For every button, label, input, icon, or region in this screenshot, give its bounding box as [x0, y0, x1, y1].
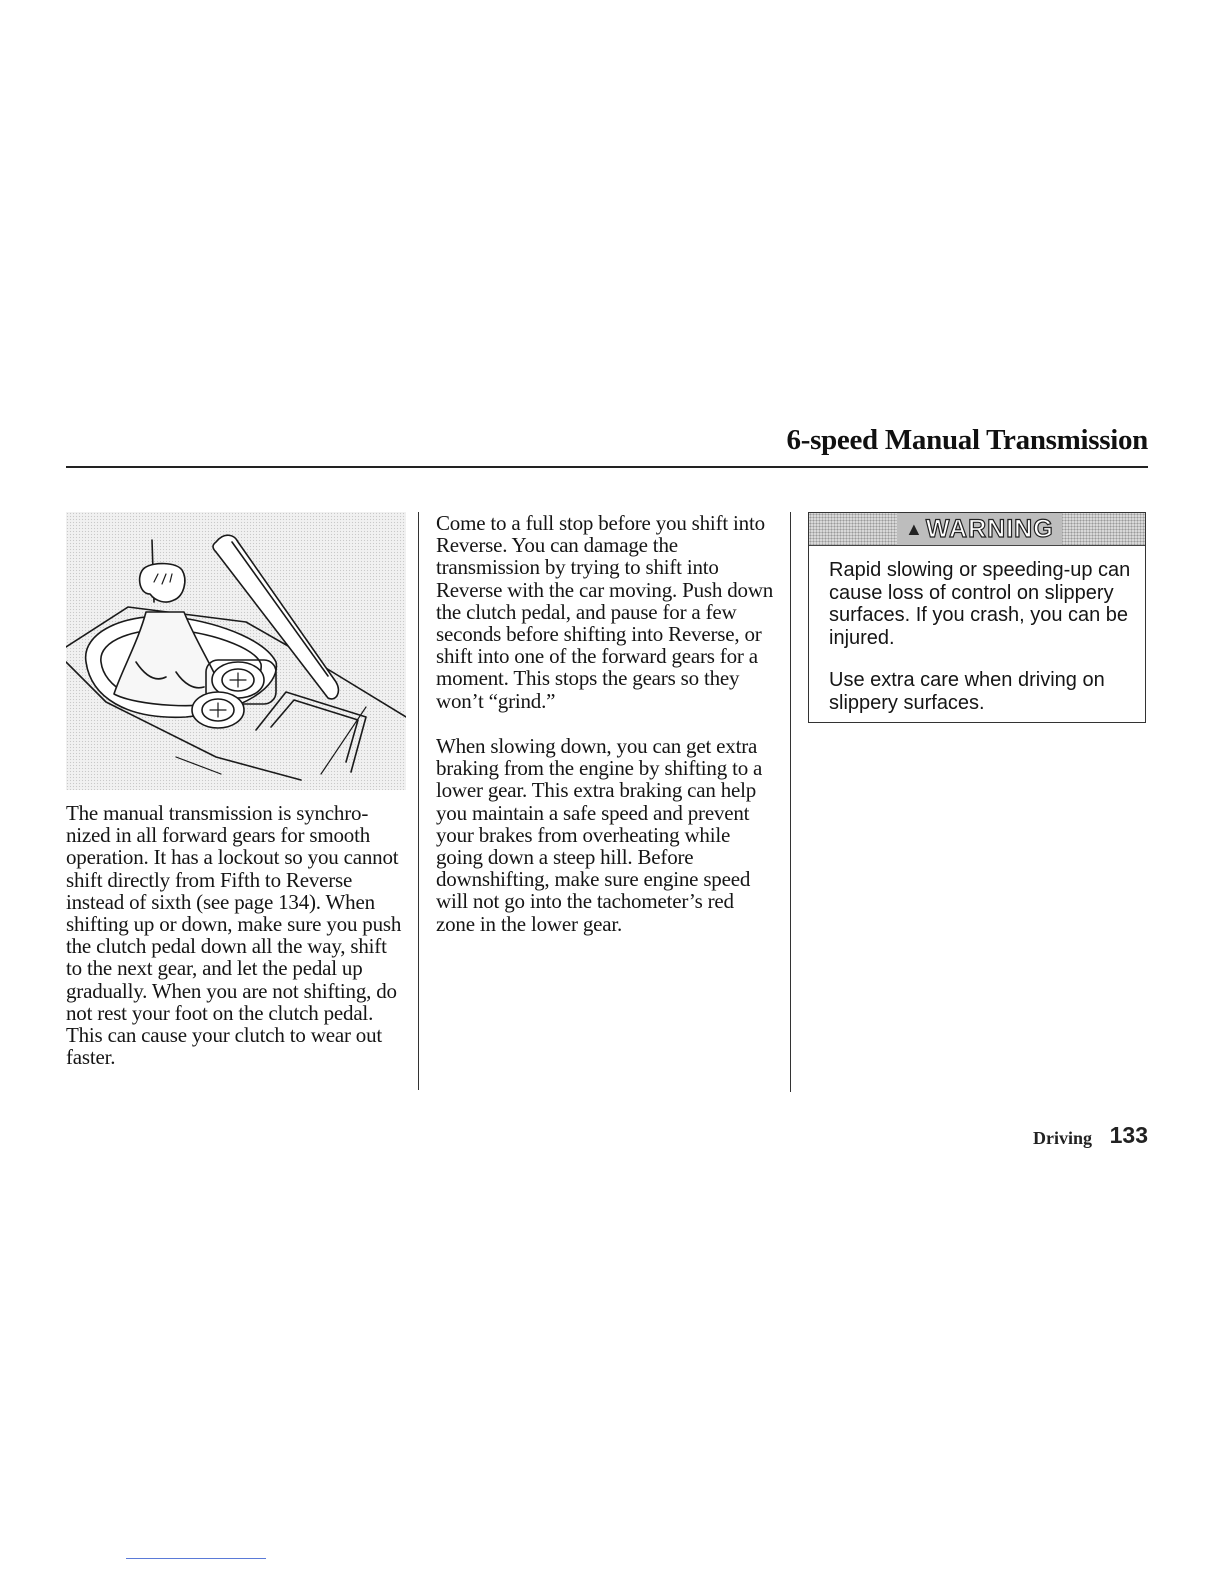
column-divider-right	[790, 512, 791, 1092]
left-column-paragraph: The manual transmission is synchro- nized in all forward gears for smooth operation. It has a lockout so you cannot shift directly from Fifth to Reverse instead of sixth (see page 134). When shifting up or down, make sure you push the clutch pedal down all the way, shift to the next gear, and let the pedal up gradually. When you are not shifting, do not rest your foot on the clutch pedal. This can cause your clutch to wear out faster.	[66, 801, 402, 1070]
warning-label-text: WARNING	[925, 514, 1054, 543]
shift-lever-illustration	[66, 512, 406, 790]
page-title: 6-speed Manual Transmission	[786, 424, 1148, 456]
warning-triangle-icon: ▲	[905, 518, 924, 539]
warning-box	[808, 512, 1146, 723]
footer-page-number: 133	[1109, 1122, 1148, 1148]
warning-text-1: Rapid slowing or speeding-up can cause loss of control on slippery surfaces. If you crash, you can be injured.	[829, 559, 1131, 649]
warning-label	[897, 513, 1062, 545]
footer-section-name: Driving	[1032, 1128, 1092, 1148]
middle-column-paragraph-1: Come to a full stop before you shift into Reverse. You can damage the transmission by trying to shift into Reverse with the car moving. Push down the clutch pedal, and pause for a few seconds before shifting into Reverse, or shift into one of the forward gears for a moment. This stops the gears so they won’t “grind.”	[436, 511, 774, 713]
column-divider-left	[418, 512, 419, 1090]
bottom-rule	[126, 1558, 266, 1559]
middle-column-paragraph-2: When slowing down, you can get extra braking from the engine by shifting to a lower gear. This extra braking can help you maintain a safe speed and prevent your brakes from overheating while going down a steep hill. Before downshifting, make sure engine speed will not go into the tachometer’s red zone in the lower gear.	[436, 734, 763, 936]
warning-text-2: Use extra care when driving on slippery surfaces.	[829, 669, 1105, 714]
warning-banner	[809, 513, 1145, 546]
header-rule	[66, 466, 1148, 468]
